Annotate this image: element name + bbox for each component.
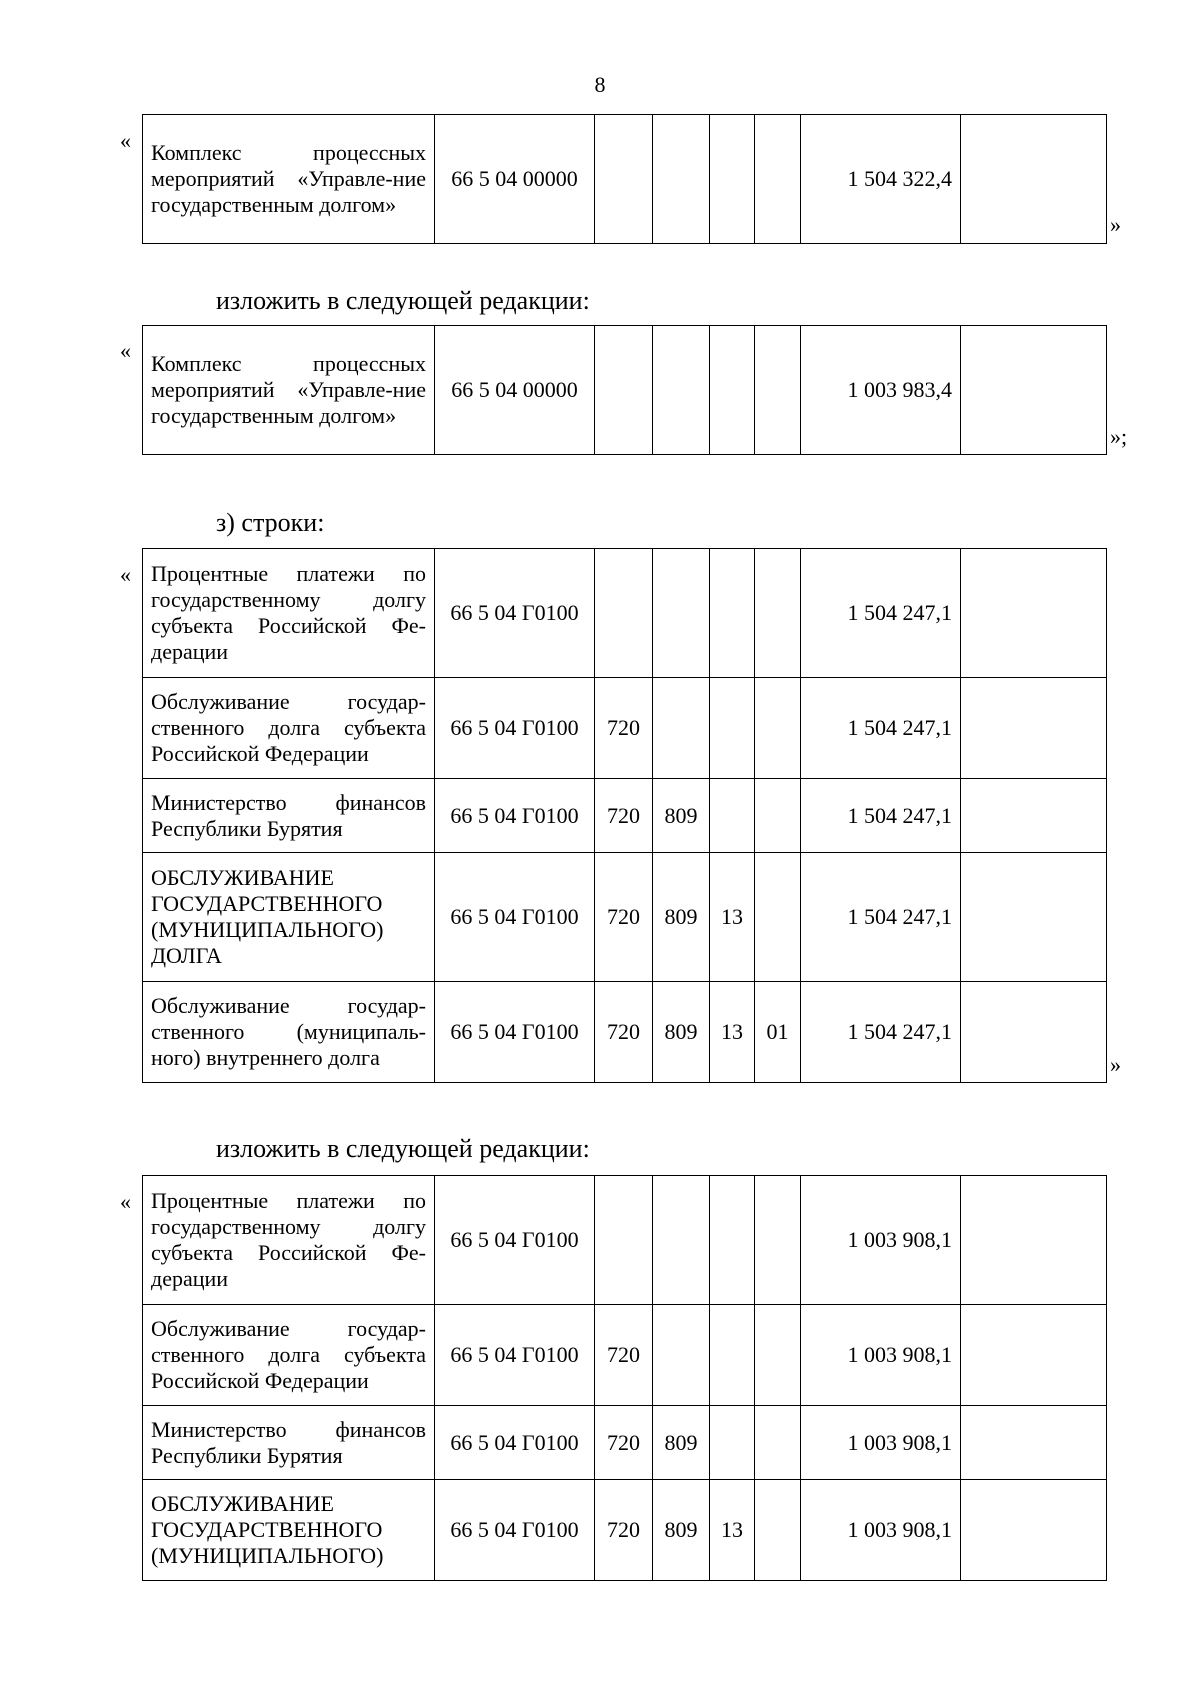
table-row — [143, 982, 1107, 1083]
row-pr — [710, 115, 755, 244]
open-quote: « — [120, 338, 131, 363]
row-csr: 66 5 04 Г0100 — [435, 678, 595, 779]
row-sum2 — [961, 326, 1107, 455]
row-sum: 1 003 908,1 — [801, 1480, 961, 1581]
row-rz — [653, 549, 710, 678]
row-sum2 — [961, 1406, 1107, 1480]
row-csr: 66 5 04 Г0100 — [435, 1176, 595, 1305]
row-grbs — [595, 1176, 653, 1305]
row-name: Комплекс процессных мероприятий «Управле-ние государственным долгом» — [143, 115, 435, 244]
row-grbs: 720 — [595, 982, 653, 1083]
table-row — [143, 1480, 1107, 1581]
row-vr — [755, 1406, 801, 1480]
row-rz: 809 — [653, 1406, 710, 1480]
row-rz: 809 — [653, 779, 710, 853]
row-sum: 1 504 247,1 — [801, 678, 961, 779]
row-csr: 66 5 04 Г0100 — [435, 549, 595, 678]
close-quote-semicolon: »; — [1110, 424, 1128, 449]
table-row — [143, 115, 1107, 244]
row-csr: 66 5 04 00000 — [435, 115, 595, 244]
row-sum2 — [961, 549, 1107, 678]
close-quote: » — [1110, 1052, 1121, 1077]
open-quote: « — [120, 128, 131, 153]
table-row — [143, 326, 1107, 455]
row-sum: 1 504 322,4 — [801, 115, 961, 244]
caption-replace-1: изложить в следующей редакции: — [216, 286, 590, 315]
row-sum2 — [961, 1305, 1107, 1406]
table-new-rows — [142, 1175, 1107, 1581]
row-name: ОБСЛУЖИВАНИЕ ГОСУДАРСТВЕННОГО (МУНИЦИПАЛЬНОГО) ДОЛГА — [143, 853, 435, 982]
row-sum2 — [961, 678, 1107, 779]
row-vr — [755, 115, 801, 244]
row-sum2 — [961, 1176, 1107, 1305]
row-sum: 1 504 247,1 — [801, 549, 961, 678]
row-grbs: 720 — [595, 779, 653, 853]
table-row — [143, 853, 1107, 982]
row-rz — [653, 115, 710, 244]
row-pr — [710, 779, 755, 853]
row-grbs: 720 — [595, 1480, 653, 1581]
row-sum: 1 003 908,1 — [801, 1406, 961, 1480]
row-pr: 13 — [710, 982, 755, 1083]
row-vr — [755, 1305, 801, 1406]
row-vr — [755, 678, 801, 779]
row-rz — [653, 678, 710, 779]
close-quote: » — [1110, 212, 1121, 237]
row-sum: 1 504 247,1 — [801, 982, 961, 1083]
row-sum2 — [961, 853, 1107, 982]
row-name: Министерство финансов Республики Бурятия — [143, 779, 435, 853]
row-sum: 1 504 247,1 — [801, 853, 961, 982]
row-sum2 — [961, 115, 1107, 244]
row-name: Обслуживание государ-ственного долга субъекта Российской Федерации — [143, 678, 435, 779]
row-pr — [710, 1176, 755, 1305]
row-vr — [755, 1480, 801, 1581]
row-name: Процентные платежи по государственному долгу субъекта Российской Фе-дерации — [143, 1176, 435, 1305]
table-old-complex — [142, 114, 1107, 244]
row-vr — [755, 1176, 801, 1305]
table-row — [143, 678, 1107, 779]
row-grbs — [595, 115, 653, 244]
row-name: Комплекс процессных мероприятий «Управле-ние государственным долгом» — [143, 326, 435, 455]
row-csr: 66 5 04 Г0100 — [435, 1480, 595, 1581]
row-csr: 66 5 04 Г0100 — [435, 853, 595, 982]
row-csr: 66 5 04 Г0100 — [435, 779, 595, 853]
row-csr: 66 5 04 Г0100 — [435, 1406, 595, 1480]
row-vr — [755, 779, 801, 853]
row-rz — [653, 326, 710, 455]
row-sum: 1 003 908,1 — [801, 1305, 961, 1406]
row-sum2 — [961, 982, 1107, 1083]
open-quote: « — [120, 562, 131, 587]
table-row — [143, 779, 1107, 853]
row-pr: 13 — [710, 853, 755, 982]
row-name: Процентные платежи по государственному долгу субъекта Российской Фе-дерации — [143, 549, 435, 678]
row-grbs: 720 — [595, 1406, 653, 1480]
row-pr: 13 — [710, 1480, 755, 1581]
open-quote: « — [120, 1189, 131, 1214]
row-csr: 66 5 04 00000 — [435, 326, 595, 455]
row-csr: 66 5 04 Г0100 — [435, 982, 595, 1083]
row-pr — [710, 1305, 755, 1406]
caption-item-z: з) строки: — [216, 508, 325, 537]
row-sum: 1 504 247,1 — [801, 779, 961, 853]
row-grbs: 720 — [595, 1305, 653, 1406]
row-vr: 01 — [755, 982, 801, 1083]
row-name: Министерство финансов Республики Бурятия — [143, 1406, 435, 1480]
table-row — [143, 1305, 1107, 1406]
table-row — [143, 549, 1107, 678]
row-vr — [755, 853, 801, 982]
row-sum2 — [961, 1480, 1107, 1581]
caption-replace-2: изложить в следующей редакции: — [216, 1134, 590, 1163]
row-pr — [710, 549, 755, 678]
row-vr — [755, 326, 801, 455]
row-pr — [710, 326, 755, 455]
row-name: Обслуживание государ-ственного долга субъекта Российской Федерации — [143, 1305, 435, 1406]
row-grbs — [595, 549, 653, 678]
row-grbs: 720 — [595, 678, 653, 779]
row-name: ОБСЛУЖИВАНИЕ ГОСУДАРСТВЕННОГО (МУНИЦИПАЛЬНОГО) — [143, 1480, 435, 1581]
row-rz: 809 — [653, 982, 710, 1083]
row-csr: 66 5 04 Г0100 — [435, 1305, 595, 1406]
row-sum: 1 003 908,1 — [801, 1176, 961, 1305]
page-number: 8 — [594, 72, 606, 97]
table-new-complex — [142, 325, 1107, 455]
row-grbs — [595, 326, 653, 455]
row-pr — [710, 1406, 755, 1480]
row-rz — [653, 1305, 710, 1406]
row-rz — [653, 1176, 710, 1305]
row-vr — [755, 549, 801, 678]
table-row — [143, 1406, 1107, 1480]
row-rz: 809 — [653, 1480, 710, 1581]
row-sum2 — [961, 779, 1107, 853]
table-old-rows — [142, 548, 1107, 1083]
row-name: Обслуживание государ-ственного (муниципаль-ного) внутреннего долга — [143, 982, 435, 1083]
row-sum: 1 003 983,4 — [801, 326, 961, 455]
row-pr — [710, 678, 755, 779]
table-row — [143, 1176, 1107, 1305]
row-grbs: 720 — [595, 853, 653, 982]
row-rz: 809 — [653, 853, 710, 982]
